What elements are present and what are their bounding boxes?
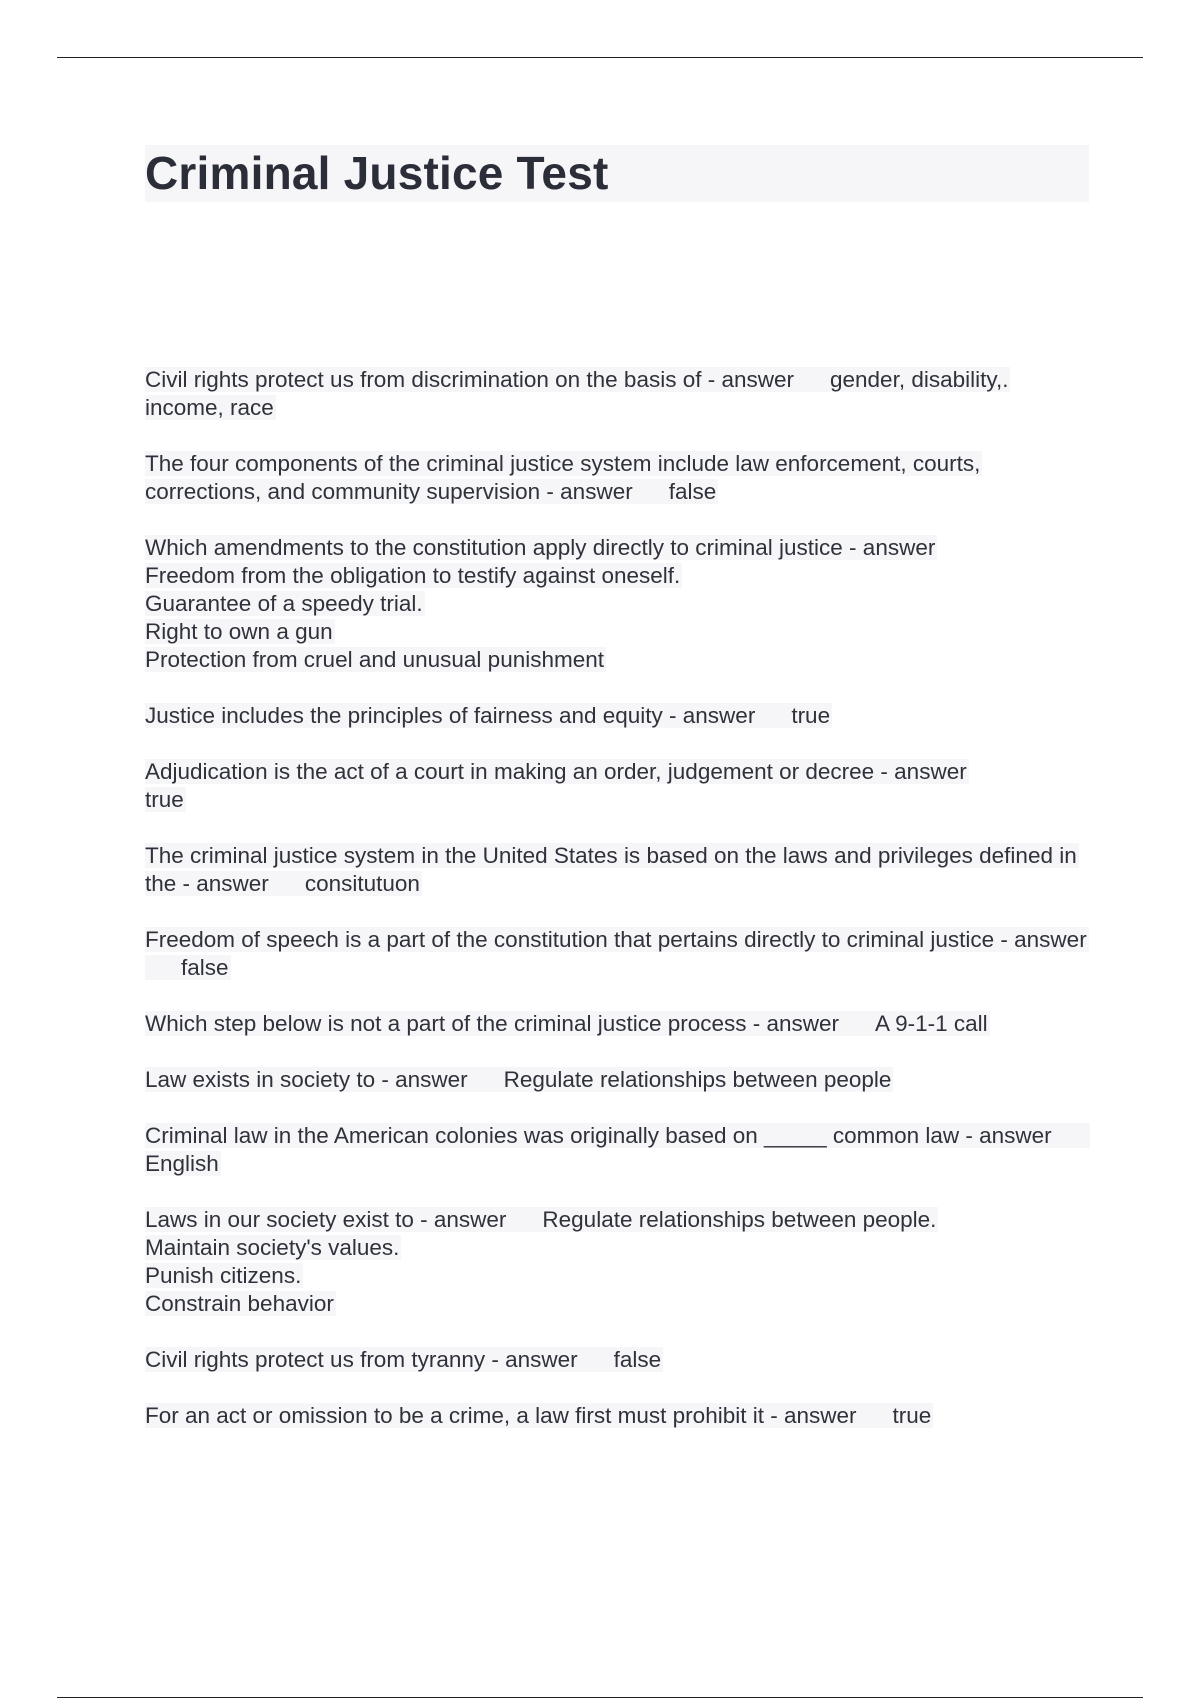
page-title: Criminal Justice Test	[145, 147, 609, 199]
qa-item	[145, 1122, 1089, 1178]
qa-item	[145, 534, 1089, 674]
question-text: Which step below is not a part of the criminal justice process - answer	[145, 1011, 840, 1036]
answer-text: consitutuon	[304, 871, 420, 896]
qa-item	[145, 926, 1089, 982]
qa-item	[145, 450, 1089, 506]
answer-text: true	[791, 703, 831, 728]
answer-text: English	[145, 1151, 219, 1176]
qa-item	[145, 758, 1089, 814]
question-text: Which amendments to the constitution apply directly to criminal justice - answer	[145, 535, 936, 560]
answer-text: false	[181, 955, 229, 980]
answer-text: false	[668, 479, 717, 504]
answer-text: A 9-1-1 call	[875, 1011, 988, 1036]
question-text: Laws in our society exist to - answer	[145, 1207, 507, 1232]
qa-item	[145, 366, 1089, 422]
bottom-divider	[57, 1697, 1143, 1698]
answer-text: gender, disability,. income, race	[145, 367, 1009, 420]
qa-item	[145, 842, 1089, 898]
question-text: Civil rights protect us from discrimination on the basis of - answer	[145, 367, 794, 392]
qa-list	[145, 366, 1089, 1458]
question-text: The criminal justice system in the United States is based on the laws and privileges defined in the - answer	[145, 843, 1077, 896]
answer-text: true	[145, 787, 184, 812]
answer-text: Freedom from the obligation to testify against oneself. Guarantee of a speedy trial. Right to own a gun Protection from cruel and unusual punishment	[145, 563, 681, 672]
question-text: Civil rights protect us from tyranny - answer	[145, 1347, 578, 1372]
question-text: Criminal law in the American colonies was originally based on _____ common law - answer	[145, 1123, 1052, 1148]
question-text: The four components of the criminal justice system include law enforcement, courts, corrections, and community supervision - answer	[145, 451, 981, 504]
qa-item	[145, 1010, 1089, 1038]
top-divider	[57, 57, 1143, 58]
answer-text: false	[613, 1347, 662, 1372]
title-block	[145, 145, 1089, 202]
question-text: Freedom of speech is a part of the constitution that pertains directly to criminal justice - answer	[145, 927, 1087, 952]
question-text: For an act or omission to be a crime, a law first must prohibit it - answer	[145, 1403, 857, 1428]
qa-item	[145, 702, 1089, 730]
question-text: Law exists in society to - answer	[145, 1067, 468, 1092]
qa-item	[145, 1402, 1089, 1430]
qa-item	[145, 1066, 1089, 1094]
qa-item	[145, 1206, 1089, 1318]
answer-text: Regulate relationships between people	[503, 1067, 892, 1092]
question-text: Justice includes the principles of fairness and equity - answer	[145, 703, 756, 728]
qa-item	[145, 1346, 1089, 1374]
question-text: Adjudication is the act of a court in making an order, judgement or decree - answer	[145, 759, 967, 784]
answer-text: Regulate relationships between people. Maintain society's values. Punish citizens. Constrain behavior	[145, 1207, 937, 1316]
answer-text: true	[892, 1403, 932, 1428]
